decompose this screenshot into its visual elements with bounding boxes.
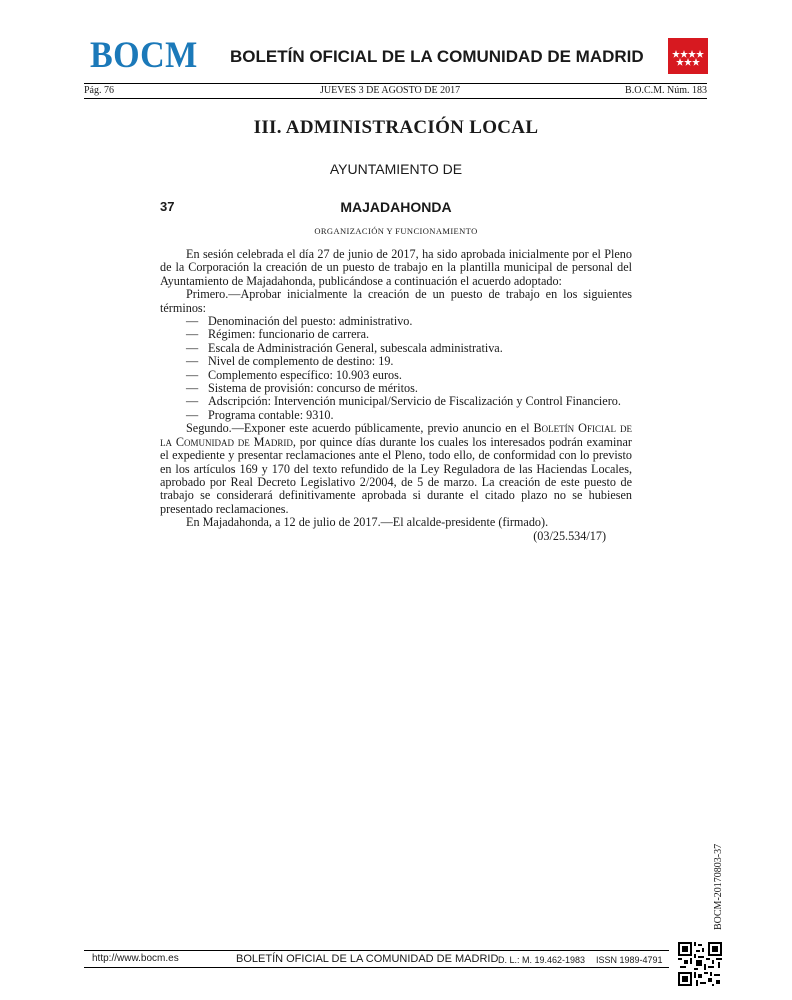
issue-date: JUEVES 3 DE AGOSTO DE 2017	[320, 85, 461, 96]
list-item: — Nivel de complemento de destino: 19.	[186, 354, 394, 369]
legal-deposit: D. L.: M. 19.462-1983	[498, 955, 586, 965]
bulletin-title: BOLETÍN OFICIAL DE LA COMUNIDAD DE MADRID	[230, 47, 644, 66]
header-rule-bottom	[84, 98, 707, 99]
terms-list	[160, 315, 632, 422]
footer-title: BOLETÍN OFICIAL DE LA COMUNIDAD DE MADRID	[236, 953, 499, 965]
ayuntamiento-heading: AYUNTAMIENTO DE	[329, 161, 463, 177]
intro-paragraph: En sesión celebrada el día 27 de junio de 2017, ha sido aprobada inicialmente por el Pleno de la Corporación la creación de un puesto de trabajo en la plantilla municipal de personal del Ayuntamiento de Majadahonda, publicándose a continuación el acuerdo adoptado:	[160, 247, 632, 288]
header-rule-top	[84, 83, 707, 84]
list-item: — Denominación del puesto: administrativo.	[186, 314, 413, 329]
document-code-vertical: BOCM-20170803-37	[713, 843, 724, 930]
section-title: III. ADMINISTRACIÓN LOCAL	[253, 117, 539, 138]
list-item: — Adscripción: Intervención municipal/Servicio de Fiscalización y Control Financiero.	[186, 394, 621, 409]
issue-number: B.O.C.M. Núm. 183	[625, 85, 707, 96]
closing-paragraph: En Majadahonda, a 12 de julio de 2017.—El alcalde-presidente (firmado).	[186, 515, 549, 530]
document-body	[160, 248, 632, 543]
qr-code-icon	[678, 942, 722, 986]
subject-heading: ORGANIZACIÓN Y FUNCIONAMIENTO	[314, 226, 478, 236]
municipality-name: MAJADAHONDA	[340, 199, 452, 215]
bulletin-name-smallcaps: Boletín Oficial de la Comunidad de Madrid	[160, 421, 632, 449]
list-item: — Sistema de provisión: concurso de méritos.	[186, 381, 418, 396]
reference-code: (03/25.534/17)	[533, 528, 606, 543]
footer-rule-bottom	[84, 967, 669, 968]
footer-url-link[interactable]: http://www.bocm.es	[92, 953, 179, 964]
page-number: Pág. 76	[84, 85, 114, 96]
list-item: — Programa contable: 9310.	[186, 407, 334, 422]
entry-number: 37	[160, 199, 175, 214]
list-item: — Complemento específico: 10.903 euros.	[186, 367, 402, 382]
footer-rule-top	[84, 950, 669, 951]
primero-paragraph: Primero.—Aprobar inicialmente la creación de un puesto de trabajo en los siguientes términos:	[160, 287, 632, 315]
madrid-flag-icon	[668, 38, 708, 74]
issn: ISSN 1989-4791	[596, 955, 663, 965]
segundo-paragraph: Segundo.—Exponer este acuerdo públicamente, previo anuncio en el Boletín Oficial de la Comunidad de Madrid, por quince días durante los cuales los interesados podrán examinar el expediente y presentar reclamaciones ante el Pleno, todo ello, de conformidad con lo previsto en los artículos 169 y 170 del texto refundido de la Ley Reguladora de las Haciendas Locales, aprobado por Real Decreto Legislativo 2/2004, de 5 de marzo. La creación de este puesto de trabajo se considerará definitivamente aprobada si durante el citado plazo no se hubiesen presentado reclamaciones.	[160, 421, 632, 516]
bocm-logo: BOCM	[90, 35, 198, 76]
list-item: — Régimen: funcionario de carrera.	[186, 327, 370, 342]
list-item: — Escala de Administración General, subescala administrativa.	[186, 340, 503, 355]
